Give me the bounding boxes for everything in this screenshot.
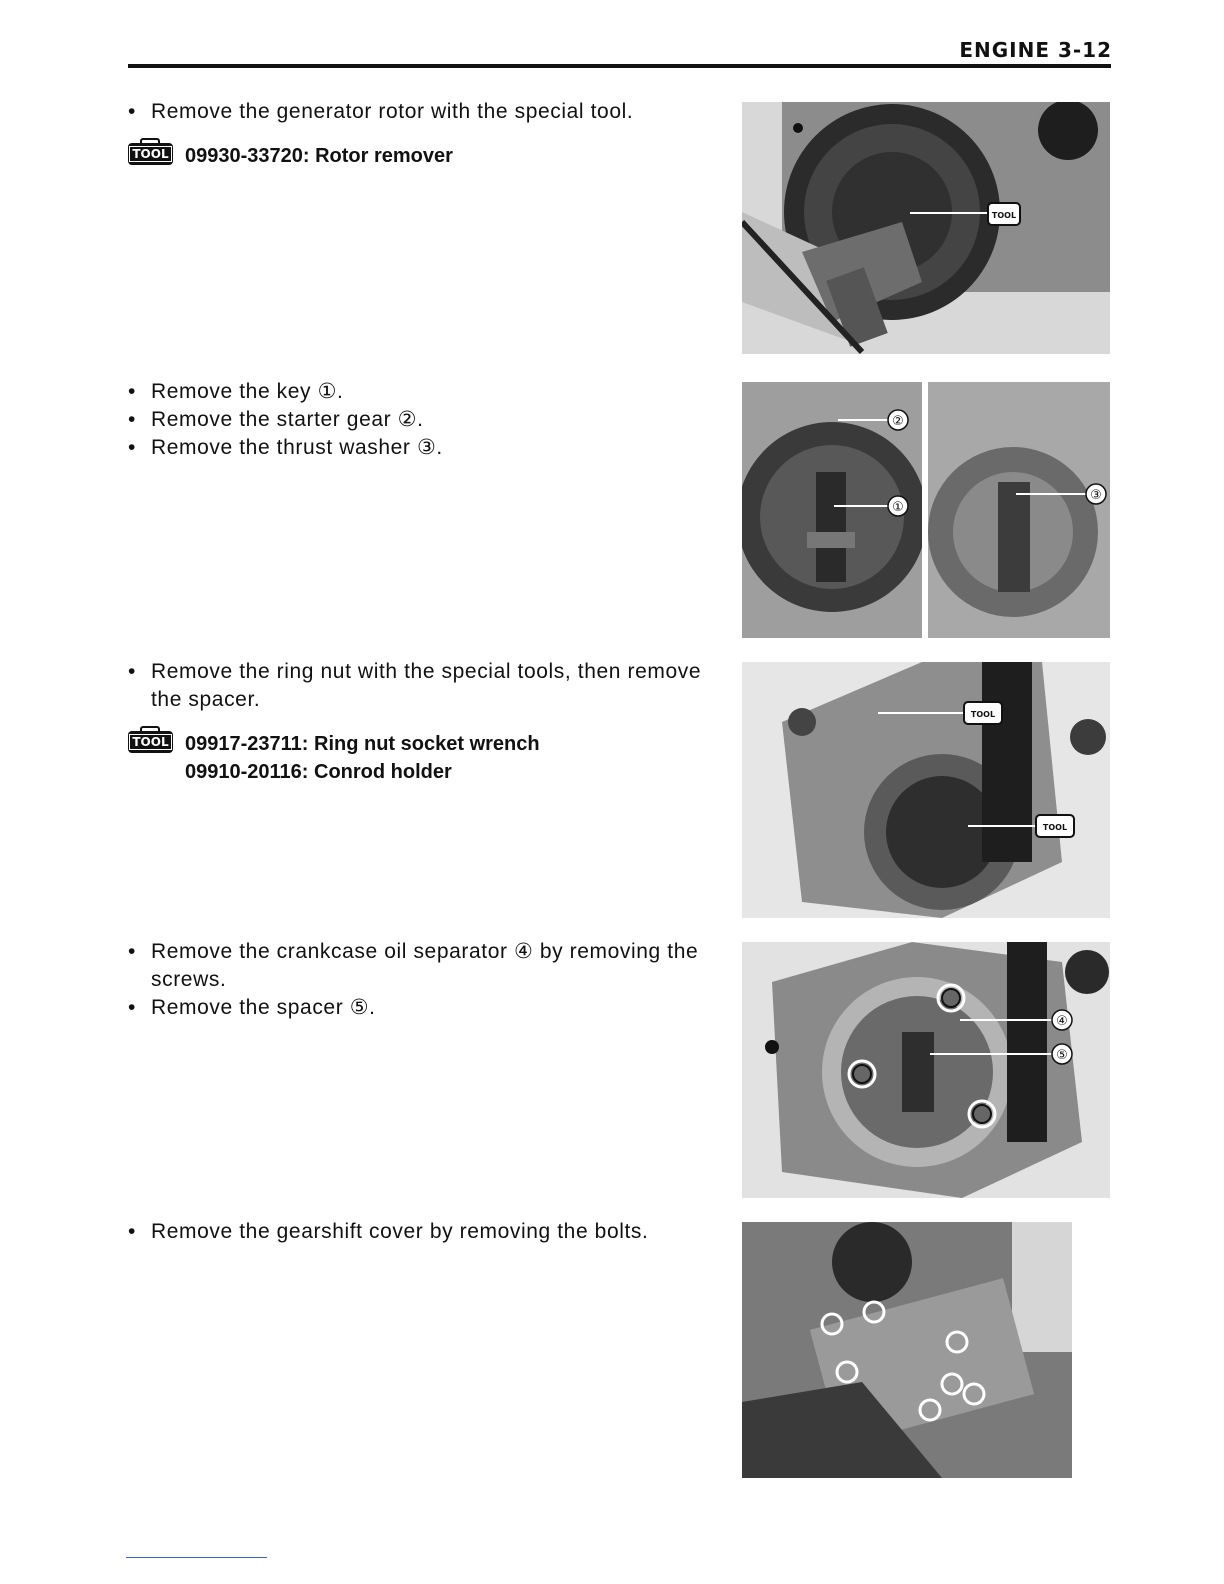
photo-rotor-remover [742, 102, 1110, 354]
photo-tool-tag-label: TOOL [1042, 823, 1068, 832]
tool-icon [128, 143, 173, 165]
section-gearshift-cover [128, 1218, 728, 1246]
bullet-text: Remove the generator rotor with the special tool. [151, 100, 634, 123]
callout-5: ⑤ [1056, 1048, 1068, 1063]
callout-3: ③ [1090, 488, 1102, 503]
bullet-text: Remove the crankcase oil separator ④ by removing the screws. [151, 940, 699, 991]
photo-oil-separator [742, 942, 1110, 1198]
bullet-item: • Remove the spacer ⑤. [128, 996, 376, 1019]
bullet-item: • Remove the ring nut with the special tools, then remove the spacer. [128, 660, 702, 711]
bullet-item: • Remove the starter gear ②. [128, 408, 424, 431]
bullet-item: • Remove the generator rotor with the special tool. [128, 100, 634, 123]
tool-number: 09930-33720: Rotor remover [185, 145, 453, 167]
tool-number: 09910-20116: Conrod holder [185, 761, 452, 783]
bullet-text: Remove the ring nut with the special tools, then remove the spacer. [151, 660, 702, 711]
bullet-item: • Remove the key ①. [128, 380, 344, 403]
photo-gearshift-cover [742, 1222, 1072, 1478]
section-oil-separator [128, 938, 718, 1022]
photo-key-starter-gear [742, 382, 922, 638]
callout-2: ② [892, 414, 904, 429]
bullet-item: • Remove the gearshift cover by removing the bolts. [128, 1220, 649, 1243]
bullet-item: • Remove the crankcase oil separator ④ by removing the screws. [128, 940, 699, 991]
tool-icon-label: TOOL [129, 146, 171, 162]
bullet-item: • Remove the thrust washer ③. [128, 436, 443, 459]
photo-thrust-washer [928, 382, 1110, 638]
bullet-text: Remove the spacer ⑤. [151, 996, 376, 1019]
special-tool-line [128, 730, 718, 786]
tool-icon-label: TOOL [129, 734, 171, 750]
callout-4: ④ [1056, 1014, 1068, 1029]
page-header-title: ENGINE 3-12 [959, 38, 1112, 62]
header-rule [128, 64, 1111, 68]
bullet-text: Remove the gearshift cover by removing the bolts. [151, 1220, 649, 1243]
section-ring-nut [128, 658, 718, 786]
section-key-starter [128, 378, 728, 462]
bullet-text: Remove the starter gear ②. [151, 408, 424, 431]
tool-number: 09917-23711: Ring nut socket wrench [185, 733, 540, 755]
photo-tool-tag-label: TOOL [991, 211, 1017, 220]
photo-tool-tag-label: TOOL [970, 710, 996, 719]
special-tool-line [128, 142, 728, 170]
callout-1: ① [892, 500, 904, 515]
bullet-text: Remove the key ①. [151, 380, 344, 403]
photo-ring-nut [742, 662, 1110, 918]
tool-icon [128, 731, 173, 753]
footer-link-underline [126, 1557, 267, 1558]
section-generator-rotor [128, 98, 728, 170]
bullet-text: Remove the thrust washer ③. [151, 436, 443, 459]
